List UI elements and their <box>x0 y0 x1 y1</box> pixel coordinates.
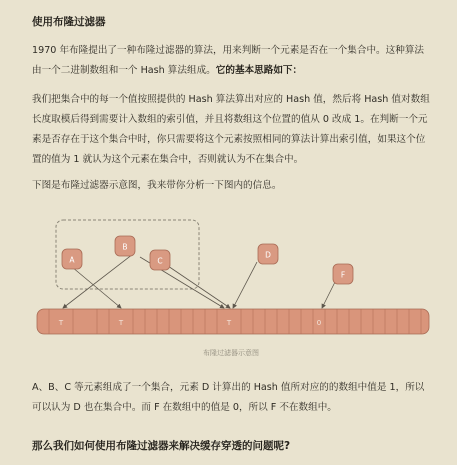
bloom-filter-figure <box>32 209 430 361</box>
array-cell-label: T <box>118 319 124 327</box>
arrow-f-1 <box>322 282 335 308</box>
figure-caption: 布隆过滤器示意图 <box>203 349 259 357</box>
bloom-filter-diagram <box>32 209 430 361</box>
node-d <box>258 244 278 264</box>
node-d-label: D <box>265 250 271 260</box>
arrow-a-1 <box>72 267 121 308</box>
node-c-label: C <box>157 256 163 266</box>
section-title: 使用布隆过滤器 <box>32 16 106 28</box>
node-b-label: B <box>122 242 128 252</box>
array-cell-label: T <box>226 319 232 327</box>
intro-paragraph <box>32 41 432 81</box>
node-a <box>62 249 82 269</box>
intro-bold-text: 它的基本思路如下： <box>215 65 303 76</box>
node-f-label: F <box>340 270 346 280</box>
node-f <box>333 264 353 284</box>
bit-array <box>37 309 429 334</box>
array-cell-label: T <box>58 319 64 327</box>
question-heading: 那么我们如何使用布隆过滤器来解决缓存穿透的问题呢? <box>32 440 291 452</box>
figure-intro-paragraph: 下图是布隆过滤器示意图，我来带你分析一下图内的信息。 <box>32 180 282 191</box>
node-b <box>115 236 135 256</box>
intro-text: 1970 年布隆提出了一种布隆过滤器的算法，用来判断一个元素是否在一个集合中。这种算法由一个二进制数组和一个 Hash 算法组成。 <box>32 45 425 76</box>
node-a-label: A <box>69 255 75 265</box>
node-c <box>150 250 170 270</box>
arrow-d-1 <box>233 262 257 308</box>
explanation-paragraph: 我们把集合中的每一个值按照提供的 Hash 算法算出对应的 Hash 值，然后将 Hash 值对数组长度取模后得到需要计入数组的索引值，并且将数组这个位置的值从 0 改成 1。在判断一个元素是否存在于这个集合中时，你只需要将这个元素按照相同的算法计算出索引值，如果这个位置的值为 1 就认为这个元素在集合中，否则就认为不在集合中。 <box>32 94 430 165</box>
array-cell-label: 0 <box>316 319 322 327</box>
analysis-paragraph: A、B、C 等元素组成了一个集合，元素 D 计算出的 Hash 值所对应的的数组中值是 1，所以可以认为 D 也在集合中。而 F 在数组中的值是 0，所以 F 不在数组中。 <box>32 382 425 413</box>
